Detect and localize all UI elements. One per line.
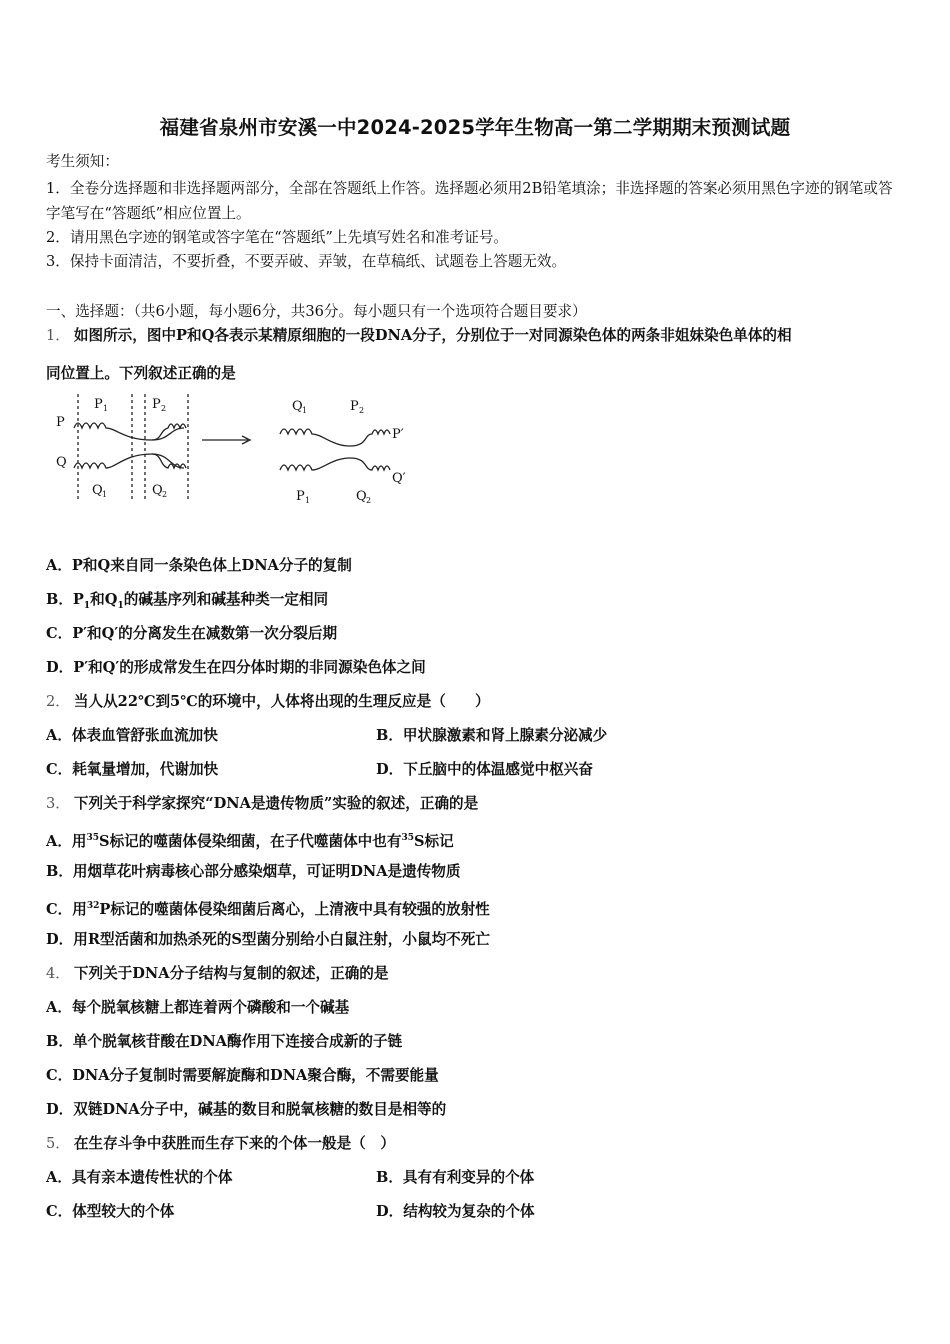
dna-strand-result-1 <box>280 429 390 446</box>
dna-crossover-figure <box>52 388 422 516</box>
q2-option-b: B．甲状腺激素和肾上腺素分泌减少 <box>376 727 608 744</box>
label-p: P <box>56 415 65 430</box>
question-number: 3． <box>46 795 70 812</box>
label-q2-sub: 2 <box>162 490 168 499</box>
question-number: 2． <box>46 693 70 710</box>
notice-item-1: 1．全卷分选择题和非选择题两部分，全部在答题纸上作答。选择题必须用2B铅笔填涂；非选择题的答案必须用黑色字迹的钢笔或答字笔写在“答题纸”相应位置上。 <box>46 180 893 222</box>
label-q1: Q <box>92 483 103 498</box>
q3-option-d: D．用R型活菌和加热杀死的S型菌分别给小白鼠注射，小鼠均不死亡 <box>46 931 490 948</box>
q1-option-c: C．P′和Q′的分离发生在减数第一次分裂后期 <box>46 625 338 642</box>
question-1-stem-cont: 同位置上。下列叙述正确的是 <box>46 365 236 382</box>
question-number: 5． <box>46 1135 70 1152</box>
label-right-p1: P <box>296 489 305 504</box>
dna-strand-p <box>74 423 184 440</box>
label-q1-sub: 1 <box>102 490 108 499</box>
label-q: Q <box>56 455 67 470</box>
notice-item-2: 2．请用黑色字迹的钢笔或答字笔在“答题纸”上先填写姓名和准考证号。 <box>46 229 509 246</box>
q2-option-a: A．体表血管舒张血流加快 <box>46 727 218 744</box>
section-heading: 一、选择题：（共6小题，每小题6分，共36分。每小题只有一个选项符合题目要求） <box>46 303 587 320</box>
label-right-p1-sub: 1 <box>305 496 311 505</box>
question-number: 1． <box>46 327 70 344</box>
label-right-q2: Q <box>356 489 367 504</box>
dna-strand-q <box>74 454 184 468</box>
question-5-stem: 5． 在生存斗争中获胜而生存下来的个体一般是（ ） <box>46 1135 395 1152</box>
page-title: 福建省泉州市安溪一中2024-2025学年生物高一第二学期期末预测试题 <box>159 116 791 139</box>
question-4-stem: 4． 下列关于DNA分子结构与复制的叙述，正确的是 <box>46 965 389 982</box>
label-right-q1-sub: 1 <box>302 406 308 415</box>
q4-option-d: D．双链DNA分子中，碱基的数目和脱氧核糖的数目是相等的 <box>46 1101 447 1118</box>
question-2-stem: 2． 当人从22℃到5℃的环境中，人体将出现的生理反应是（ ） <box>46 693 490 710</box>
q4-option-c: C．DNA分子复制时需要解旋酶和DNA聚合酶，不需要能量 <box>46 1067 439 1084</box>
q4-option-a: A．每个脱氧核糖上都连着两个磷酸和一个碱基 <box>46 999 350 1016</box>
question-1-stem: 1． 如图所示，图中P和Q各表示某精原细胞的一段DNA分子，分别位于一对同源染色体的两条非姐妹染色单体的相 <box>46 327 792 344</box>
q5-option-d: D．结构较为复杂的个体 <box>376 1203 535 1220</box>
label-q-prime: Q′ <box>392 471 406 486</box>
q1-option-b: B．$P_1$和$Q_1$的碱基序列和碱基种类一定相同 <box>46 591 329 611</box>
question-3-stem: 3． 下列关于科学家探究“DNA是遗传物质”实验的叙述，正确的是 <box>46 795 479 812</box>
q2-option-c: C．耗氧量增加，代谢加快 <box>46 761 219 778</box>
q5-option-c: C．体型较大的个体 <box>46 1203 175 1220</box>
notice-heading: 考生须知： <box>46 153 119 170</box>
label-p1: P <box>94 397 103 412</box>
label-p1-sub: 1 <box>103 404 109 413</box>
q4-option-b: B．单个脱氧核苷酸在DNA酶作用下连接合成新的子链 <box>46 1033 403 1050</box>
question-number: 4． <box>46 965 70 982</box>
q3-option-a: A．用$^{35}$S标记的噬菌体侵染细菌，在子代噬菌体中也有$^{35}$S标记 <box>46 832 454 850</box>
q3-option-c: C．用$^{32}$P标记的噬菌体侵染细菌后离心，上清液中具有较强的放射性 <box>46 900 490 918</box>
q1-option-d: D．P′和Q′的形成常发生在四分体时期的非同源染色体之间 <box>46 659 426 676</box>
q5-option-b: B．具有有利变异的个体 <box>376 1169 535 1186</box>
q5-option-a: A．具有亲本遗传性状的个体 <box>46 1169 233 1186</box>
label-right-p2-sub: 2 <box>359 406 365 415</box>
label-p2: P <box>152 397 161 412</box>
q2-option-d: D．下丘脑中的体温感觉中枢兴奋 <box>376 761 593 778</box>
q1-option-a: A．P和Q来自同一条染色体上DNA分子的复制 <box>46 557 352 574</box>
notice-item-3: 3．保持卡面清洁，不要折叠，不要弄破、弄皱，在草稿纸、试题卷上答题无效。 <box>46 253 567 270</box>
label-p2-sub: 2 <box>161 404 167 413</box>
label-right-q1: Q <box>292 399 303 414</box>
label-right-q2-sub: 2 <box>366 496 372 505</box>
label-right-p2: P <box>350 399 359 414</box>
dna-strand-p2 <box>152 424 186 440</box>
label-q2: Q <box>152 483 163 498</box>
q3-option-b: B．用烟草花叶病毒核心部分感染烟草，可证明DNA是遗传物质 <box>46 863 461 880</box>
dna-strand-result-2 <box>280 458 390 470</box>
label-p-prime: P′ <box>392 427 404 442</box>
